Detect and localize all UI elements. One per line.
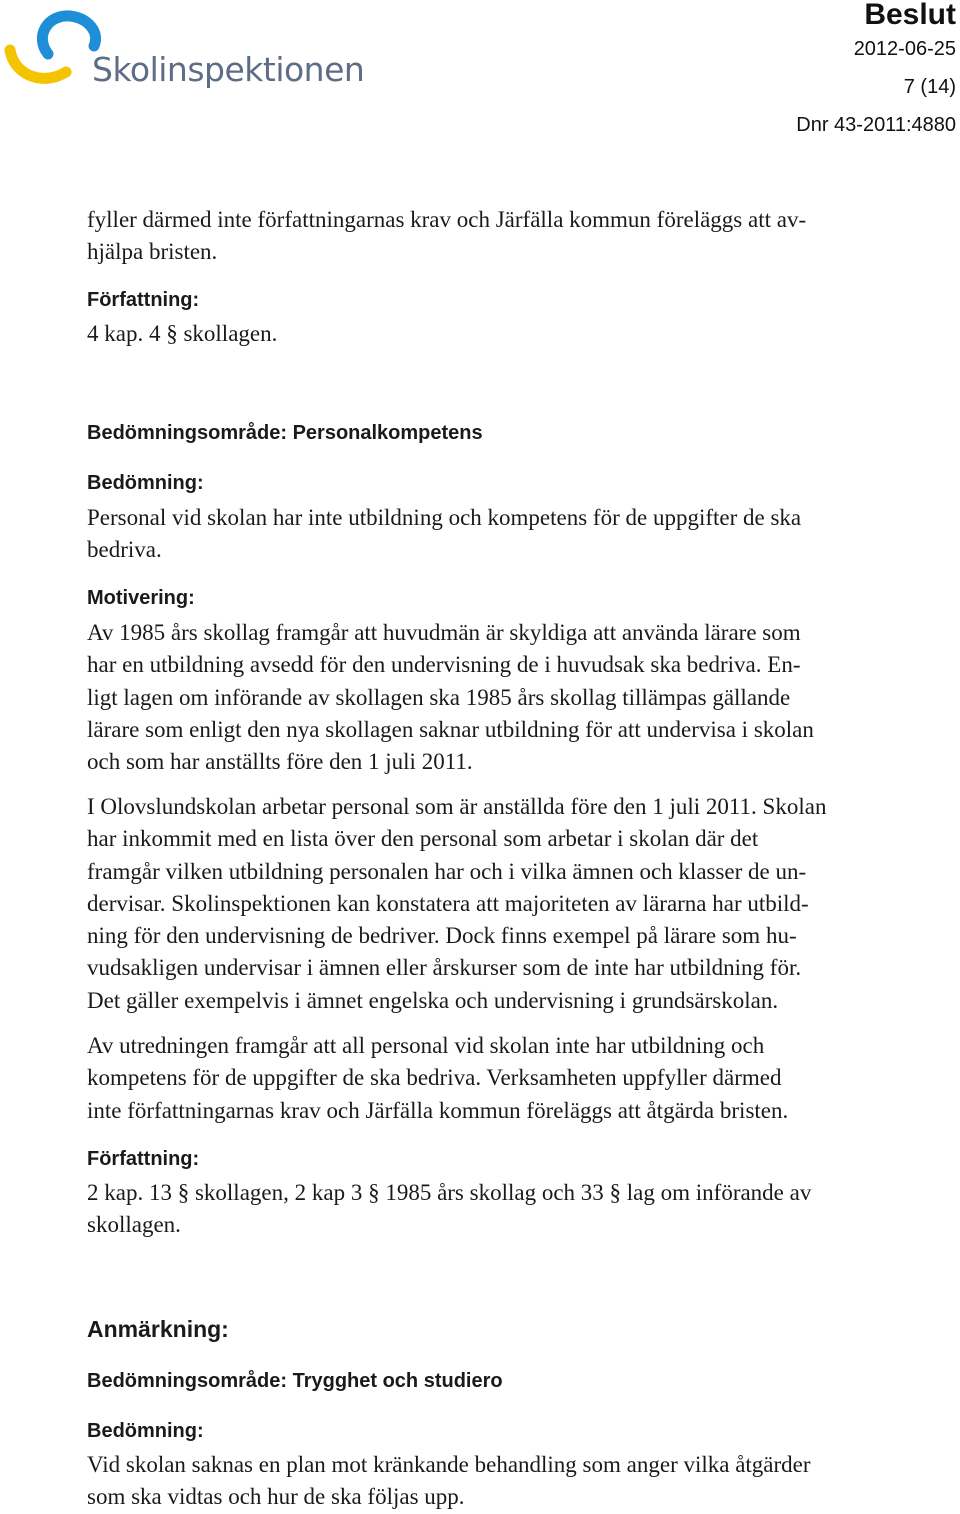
section-heading: Författning: [87,289,200,311]
paragraph: I Olovslundskolan arbetar personal som är anställda före den 1 juli 2011. Skolan har inkommit med en lista över den personal som arbetar i skolan där det framgår vilken utbildning personalen har och i vilka ämnen och klasser de un- dervisar. Skolinspektionen kan konstatera att majoriteten av lärarna har utbild- ning för den undervisning de bedriver. Dock finns exempel på lärare som hu- vudsakligen undervisar i ämnen eller årskurser som de inte har utbildning för. Det gäller exempelvis i ämnet engelska och undervisning i grundsärskolan. [87,794,827,1013]
paragraph: Av utredningen framgår att all personal vid skolan inte har utbildning och kompetens för de uppgifter de ska bedriva. Verksamheten uppfyller därmed inte författningarnas krav och Järfälla kommun föreläggs att åtgärda bristen. [87,1033,789,1123]
paragraph: Av 1985 års skollag framgår att huvudmän är skyldiga att använda lärare som har en utbildning avsedd för den undervisning de i huvudsak ska bedriva. En- ligt lagen om införande av skollagen ska 1985 års skollag tillämpas gällande lärare som enligt den nya skollagen saknar utbildning för att undervisa i skolan och som har anställts före den 1 juli 2011. [87,620,814,775]
paragraph: Vid skolan saknas en plan mot kränkande behandling som anger vilka åtgärder som ska vidtas och hur de ska följas upp. [87,1452,811,1510]
section-heading: Bedömningsområde: Trygghet och studiero [87,1370,503,1392]
paragraph: Personal vid skolan har inte utbildning och kompetens för de uppgifter de ska bedriva. [87,505,802,563]
paragraph: 2 kap. 13 § skollagen, 2 kap 3 § 1985 års skollag och 33 § lag om införande av skollagen. [87,1180,812,1238]
logo-text: Skolinspektionen [92,50,365,89]
section-heading: Bedömningsområde: Personalkompetens [87,422,483,444]
paragraph: fyller därmed inte författningarnas krav och Järfälla kommun föreläggs att av- hjälpa bristen. [87,207,807,265]
section-heading: Anmärkning: [87,1316,229,1342]
document-date: 2012-06-25 [853,38,956,60]
skolinspektionen-logo [4,6,365,89]
document-type: Beslut [864,0,956,31]
section-heading: Bedömning: [87,1420,204,1442]
page-number: 7 (14) [903,76,956,98]
section-heading: Motivering: [87,587,195,609]
section-heading: Författning: [87,1148,200,1170]
paragraph: 4 kap. 4 § skollagen. [87,321,278,346]
document-header [796,0,956,137]
section-heading: Bedömning: [87,472,204,494]
document-number: Dnr 43-2011:4880 [796,114,956,136]
logo-mark-icon [4,6,104,88]
